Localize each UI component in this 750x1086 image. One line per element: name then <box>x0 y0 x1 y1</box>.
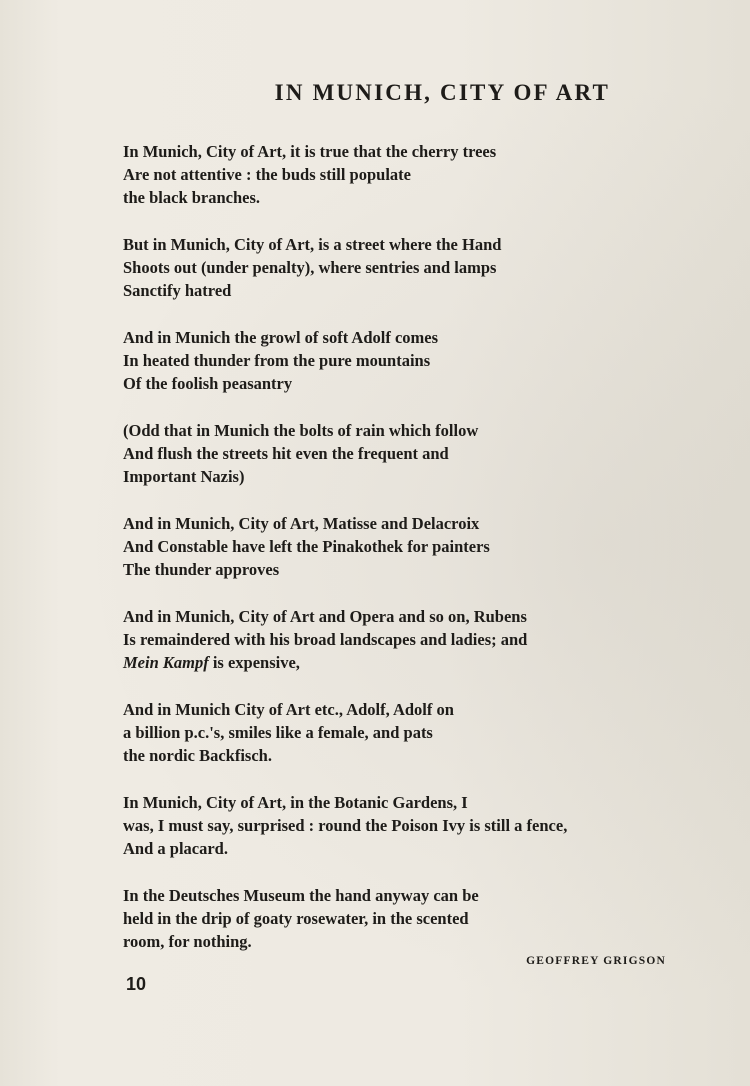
stanza-1 <box>123 140 713 209</box>
poem-line: room, for nothing. <box>123 932 252 951</box>
poem-line: was, I must say, surprised : round the Poison Ivy is still a fence, <box>123 816 568 835</box>
poem-line: In heated thunder from the pure mountains <box>123 351 431 370</box>
poem-line: In Munich, City of Art, it is true that the cherry trees <box>123 142 497 161</box>
stanza-4 <box>123 419 713 488</box>
poem-line: the black branches. <box>123 188 261 207</box>
stanza-8 <box>123 791 713 860</box>
poem-line: (Odd that in Munich the bolts of rain which follow <box>123 421 479 440</box>
stanza-3 <box>123 326 713 395</box>
stanza-5 <box>123 512 713 581</box>
poem-line: In the Deutsches Museum the hand anyway can be <box>123 886 479 905</box>
stanza-2 <box>123 233 713 302</box>
poem-line: In Munich, City of Art, in the Botanic Gardens, I <box>123 793 468 812</box>
poem-line: And in Munich the growl of soft Adolf comes <box>123 328 439 347</box>
poem-line: held in the drip of goaty rosewater, in the scented <box>123 909 469 928</box>
poem-line: And in Munich City of Art etc., Adolf, Adolf on <box>123 700 454 719</box>
poem-line: Are not attentive : the buds still populate <box>123 165 411 184</box>
stanza-9 <box>123 884 713 953</box>
poem-line-rest: is expensive, <box>208 653 300 672</box>
page-number: 10 <box>126 974 147 994</box>
poem-line: And in Munich, City of Art and Opera and so on, Rubens <box>123 607 527 626</box>
poem-title: IN MUNICH, CITY OF ART <box>274 80 610 105</box>
poem-line: Shoots out (under penalty), where sentries and lamps <box>123 258 497 277</box>
poem-line: Is remaindered with his broad landscapes and ladies; and <box>123 630 528 649</box>
stanza-7 <box>123 698 713 767</box>
stanza-6 <box>123 605 713 674</box>
poem-line-mixed <box>123 651 713 674</box>
poem-line: Important Nazis) <box>123 467 245 486</box>
poem-line: And in Munich, City of Art, Matisse and Delacroix <box>123 514 480 533</box>
poem-line: But in Munich, City of Art, is a street where the Hand <box>123 235 502 254</box>
poem-line: And a placard. <box>123 839 228 858</box>
book-title-italic: Mein Kampf <box>123 653 209 672</box>
author-signature: GEOFFREY GRIGSON <box>526 955 666 967</box>
poem-body <box>123 140 713 977</box>
poem-line: a billion p.c.'s, smiles like a female, and pats <box>123 723 433 742</box>
poem-line: Sanctify hatred <box>123 281 232 300</box>
poem-line: And Constable have left the Pinakothek for painters <box>123 537 490 556</box>
poem-line: the nordic Backfisch. <box>123 746 272 765</box>
poem-line: And flush the streets hit even the frequent and <box>123 444 449 463</box>
poem-line: The thunder approves <box>123 560 280 579</box>
poem-line: Of the foolish peasantry <box>123 374 293 393</box>
